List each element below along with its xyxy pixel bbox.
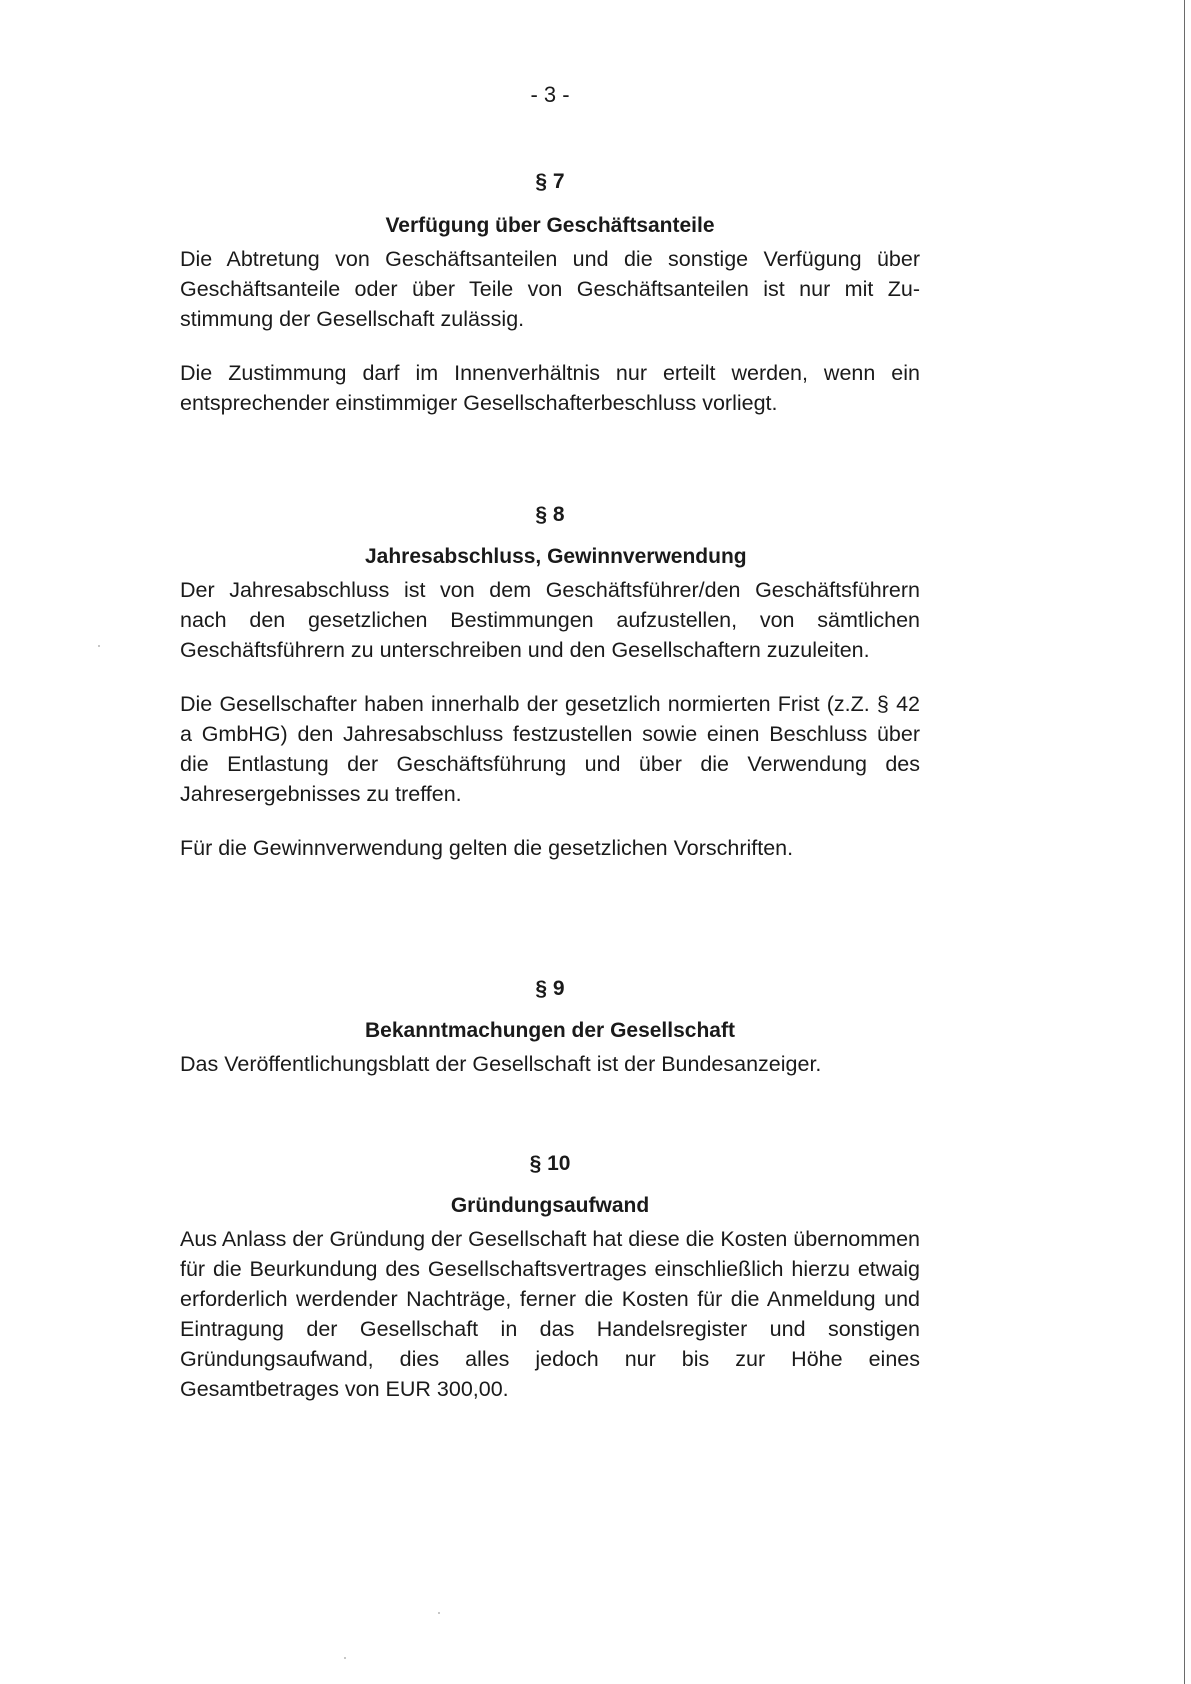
paragraph: Die Abtretung von Geschäftsanteilen und die sonstige Verfügung über Geschäftsanteile oder über Teile von Geschäftsanteilen ist nur mit Zustimmung der Gesellschaft zulässig. bbox=[180, 247, 920, 331]
paragraph: Der Jahresabschluss ist von dem Geschäftsführer/den Geschäftsführern nach den gesetzlichen Bestimmungen aufzustellen, von sämtlichen Geschäftsführern zu unterschreiben und den Gesellschaftern zuzuleiten. bbox=[180, 578, 920, 662]
section-number: § 9 bbox=[535, 977, 565, 1000]
section-10 bbox=[180, 1152, 920, 1404]
section-9 bbox=[180, 977, 920, 1079]
section-title: Gründungsaufwand bbox=[450, 1194, 650, 1217]
paragraph: Die Gesellschafter haben innerhalb der gesetzlich normierten Frist (z.Z. § 42 a GmbHG) den Jahresabschluss festzustellen sowie einen Beschluss über die Entlastung der Geschäftsführung und über die Verwendung des Jahresergebnisses zu treffen. bbox=[180, 692, 920, 806]
page-number: - 3 - bbox=[530, 82, 570, 107]
scan-speck bbox=[438, 1612, 440, 1614]
section-number: § 7 bbox=[535, 170, 565, 193]
paragraph: Aus Anlass der Gründung der Gesellschaft hat diese die Kosten übernommen für die Beurkundung des Gesellschaftsvertrages einschließlich hierzu etwaig erforderlich werdender Nachträge, ferner die Kosten für die Anmeldung und Eintragung der Gesellschaft in das Handelsregister und sonstigen Gründungsaufwand, dies alles jedoch nur bis zur Höhe eines Gesamtbetrages von EUR 300,00. bbox=[180, 1227, 920, 1401]
section-8 bbox=[180, 503, 920, 863]
section-title: Bekanntmachungen der Gesellschaft bbox=[365, 1019, 735, 1042]
scan-speck bbox=[344, 1657, 346, 1659]
section-title: Jahresabschluss, Gewinnverwendung bbox=[365, 545, 747, 568]
section-number: § 10 bbox=[529, 1152, 571, 1175]
paragraph: Für die Gewinnverwendung gelten die gesetzlichen Vorschriften. bbox=[180, 836, 794, 860]
scan-speck bbox=[98, 645, 100, 647]
section-number: § 8 bbox=[535, 503, 565, 526]
section-7 bbox=[180, 170, 920, 418]
paragraph: Die Zustimmung darf im Innenverhältnis nur erteilt werden, wenn ein entsprechender einstimmiger Gesellschafterbeschluss vorliegt. bbox=[180, 361, 920, 415]
paragraph: Das Veröffentlichungsblatt der Gesellschaft ist der Bundesanzeiger. bbox=[180, 1052, 822, 1076]
section-title: Verfügung über Geschäftsanteile bbox=[385, 214, 715, 237]
page-edge-line bbox=[1184, 0, 1185, 1684]
